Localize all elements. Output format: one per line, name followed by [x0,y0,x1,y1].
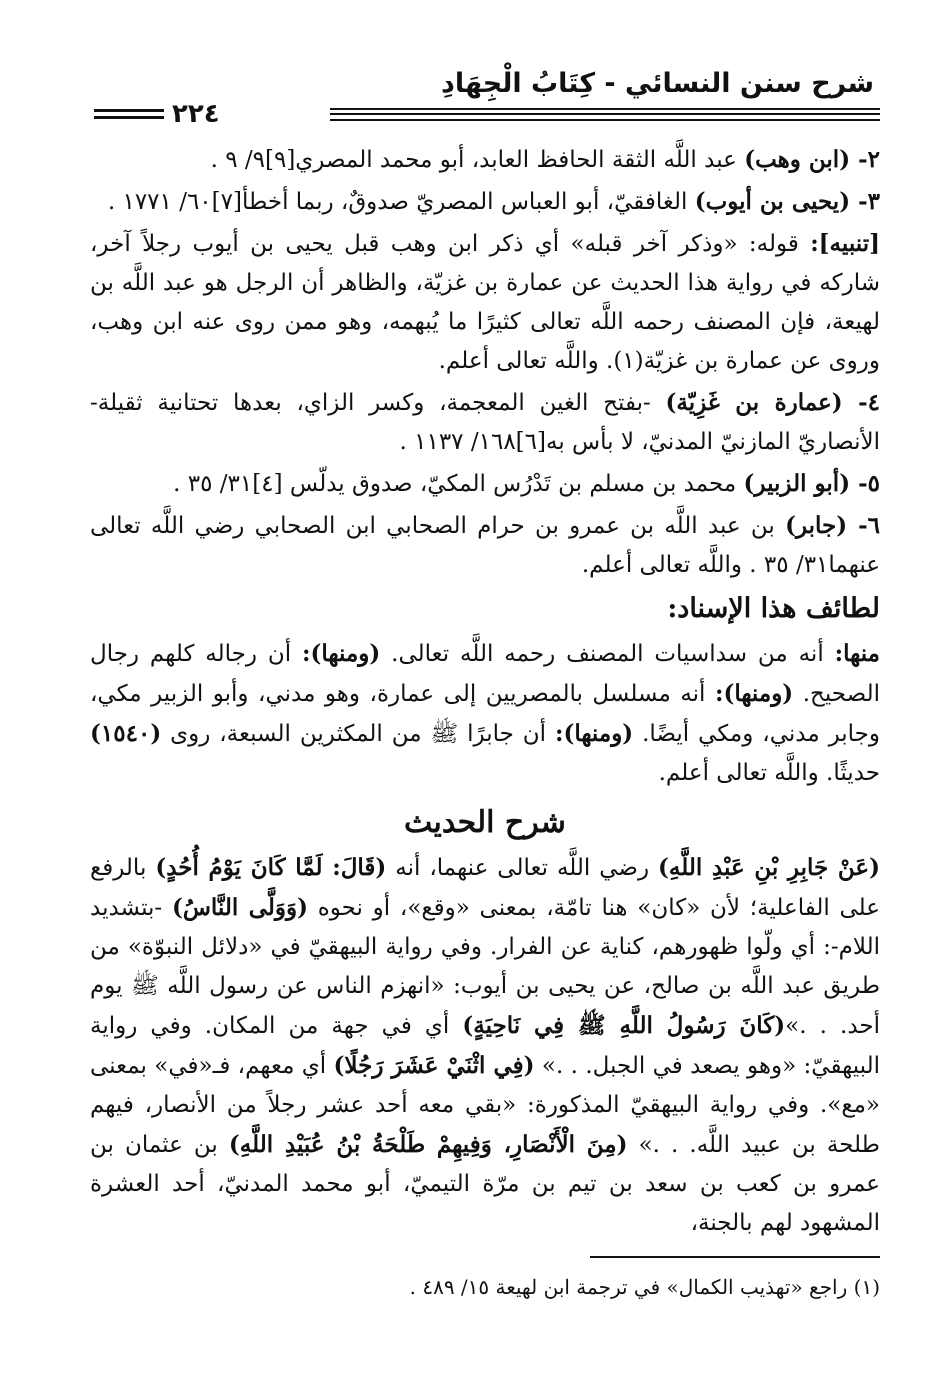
narrator-text: محمد بن مسلم بن تَدْرُس المكيّ، صدوق يدلّس [٤]٣١/ ٣٥ . [173,471,744,497]
narrator-text: -بفتح الغين المعجمة، وكسر الزاي، بعدها تحتانية ثقيلة- الأنصاريّ المازنيّ المدنيّ، لا بأس به[٦]١٦٨/ ١١٣٧ . [90,390,880,455]
lataif-text: أن رجاله كلهم رجال الصحيح. [90,641,880,707]
lataif-text: أن جابرًا ﷺ من المكثرين السبعة، روى [161,721,555,747]
commentary-text: أي في جهة من المكان. وفي رواية البيهقيّ: «وهو يصعد في الجبل. . .» [90,1013,880,1079]
narrator-label: ٢- (ابن وهب) [744,146,880,173]
footnote: (١) راجع «تهذيب الكمال» في ترجمة ابن لهيعة ١٥/ ٤٨٩ . [409,1275,880,1299]
commentary-text: رضي اللَّه تعالى عنهما، أنه [386,855,659,881]
narrator-label: ٤- (عمارة بن غَزِيّة) [665,389,880,416]
lataif-label: منها: [834,640,880,667]
hadith-quote: (قَالَ: لَمَّا كَانَ يَوْمُ أُحُدٍ) [155,854,387,881]
narrator-entry [90,182,880,222]
lataif-count: (١٥٤٠) [90,720,162,747]
page [90,60,880,1340]
narrator-entry [90,383,880,462]
commentary-text: بن عثمان بن عمرو بن كعب بن سعد بن تيم بن مرّة التيميّ، أبو محمد المدنيّ، أحد العشرة المشهود لهم بالجنة، [90,1132,880,1236]
hadith-quote: (وَوَلَّى النَّاسُ) [171,894,308,921]
commentary-text: -بتشديد اللام-: أي ولّوا ظهورهم، كناية عن الفرار. وفي رواية البيهقيّ في «دلائل النبوّة» من طريق عبد اللَّه بن صالح، عن يحيى بن أيوب: «انهزم الناس عن رسول اللَّه ﷺ يوم أحد. . .» [90,895,880,1039]
narrator-text: بن عبد اللَّه بن عمرو بن حرام الصحابي ابن الصحابي رضي اللَّه تعالى عنهما٣١/ ٣٥ . واللَّه تعالى أعلم. [90,513,880,578]
narrator-entry [90,140,880,180]
lataif-label: (ومنها): [714,680,794,707]
lataif-text: أنه مسلسل بالمصريين إلى عمارة، وهو مدني، وأبو الزبير مكي، وجابر مدني، ومكي أيضًا. [90,681,880,747]
narrator-entry [90,506,880,585]
lataif-paragraph [90,634,880,793]
lataif-text: حديثًا. واللَّه تعالى أعلم. [658,760,880,786]
narrator-text: عبد اللَّه الثقة الحافظ العابد، أبو محمد المصري[٩]٩/ ٩ . [210,147,745,173]
sharh-heading: شرح الحديث [404,805,566,840]
lataif-heading: لطائف هذا الإسناد: [667,593,880,624]
hadith-quote: (عَنْ جَابِرِ بْنِ عَبْدِ اللَّهِ) [658,854,880,881]
narrator-label: ٦- (جابر) [785,512,880,539]
narrator-label: ٣- (يحيى بن أيوب) [694,188,880,215]
narrator-entry [90,464,880,504]
tanbih-paragraph [90,224,880,381]
lataif-label: (ومنها): [554,720,634,747]
hadith-quote: (فِي اثْنَيْ عَشَرَ رَجُلًا) [333,1052,535,1079]
lataif-label: (ومنها): [302,640,381,667]
page-number-area [90,100,330,128]
page-body [90,140,880,1245]
running-header-title: شرح سنن النسائي - كِتَابُ الْجِهَادِ [440,68,874,99]
commentary-text: أي معهم، فـ«في» بمعنى «مع». وفي رواية البيهقيّ المذكورة: «بقي معه أحد عشر رجلاً من الأنصار، فيهم طلحة بن عبيد اللَّه. . .» [90,1053,880,1158]
lataif-text: أنه من سداسيات المصنف رحمه اللَّه تعالى. [380,641,835,667]
tanbih-label: [تنبيه]: [810,230,880,257]
commentary-text: بالرفع على الفاعلية؛ لأن «كان» هنا تامّة، بمعنى «وقع»، أو نحوه [90,855,880,921]
page-number-ornament [94,105,164,123]
narrator-label: ٥- (أبو الزبير) [743,470,880,497]
footnote-rule [590,1256,880,1258]
hadith-quote: (كَانَ رَسُولُ اللَّهِ ﷺ فِي نَاحِيَةٍ) [462,1012,786,1039]
tanbih-text: قوله: «وذكر آخر قبله» أي ذكر ابن وهب قبل يحيى بن أيوب رجلاً آخر، شاركه في رواية هذا الحديث عن عمارة بن غزيّة، والظاهر أن الرجل هو عبد اللَّه بن لهيعة، فإن المصنف رحمه اللَّه تعالى كثيرًا ما يُبهمه، وهو ممن روى عنه ابن وهب، وروى عن عمارة بن غزيّة(١). واللَّه تعالى أعلم. [90,231,880,374]
sharh-paragraph [90,848,880,1243]
hadith-quote: (مِنَ الْأَنْصَارِ، وَفِيهِمْ طَلْحَةُ بْنُ عُبَيْدِ اللَّهِ) [228,1131,628,1158]
narrator-text: الغافقيّ، أبو العباس المصريّ صدوقٌ، ربما أخطأ[٧]٦٠/ ١٧٧١ . [107,189,695,215]
page-number: ٢٢٤ [164,99,228,129]
